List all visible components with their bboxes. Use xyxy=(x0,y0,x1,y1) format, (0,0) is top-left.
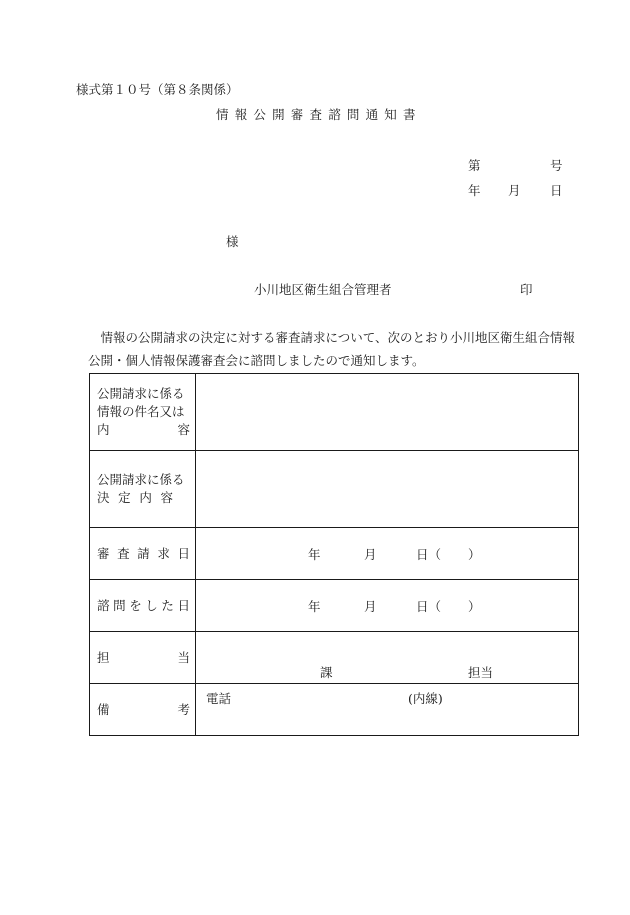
label-char: 決 xyxy=(97,490,110,505)
label-char: 求 xyxy=(157,545,170,561)
seal-mark: 印 xyxy=(520,282,533,297)
date-day-label: 日 xyxy=(550,183,563,198)
inquiry-date-label xyxy=(90,580,196,632)
label-char: 査 xyxy=(117,545,130,561)
label-char: 定 xyxy=(118,490,131,505)
person-label: 担当 xyxy=(468,664,494,680)
inquiry-weekday-close: ） xyxy=(468,598,481,614)
review-weekday-close: ） xyxy=(468,546,481,562)
date-year-label: 年 xyxy=(468,183,481,198)
label-char: 備 xyxy=(97,701,110,717)
label-char: 審 xyxy=(97,545,110,561)
notice-details-table xyxy=(89,373,579,736)
person-in-charge-value-cell[interactable] xyxy=(196,632,579,706)
label-char: 当 xyxy=(177,649,190,665)
review-day-label: 日（ xyxy=(416,546,442,562)
sender-name: 小川地区衛生組合管理者 xyxy=(254,282,392,297)
subject-label-line xyxy=(97,421,190,439)
label-char: 諮 xyxy=(97,597,110,613)
label-char: 日 xyxy=(177,545,190,561)
subject-label-line: 情報の件名又は xyxy=(97,404,185,419)
notice-body-text: 情報の公開請求の決定に対する審査請求について、次のとおり小川地区衛生組合情報公開・個人情報保護審査会に諮問しましたので通知します。 xyxy=(88,330,576,368)
addressee-honorific: 様 xyxy=(226,234,239,249)
number-prefix: 第 xyxy=(468,158,481,173)
review-date-row xyxy=(90,528,579,580)
document-title: 情報公開審査諮問通知書 xyxy=(216,107,422,122)
label-char: 容 xyxy=(177,422,190,437)
date-month-label: 月 xyxy=(508,183,521,198)
inquiry-year-label: 年 xyxy=(308,598,321,614)
review-date-label xyxy=(90,528,196,580)
decision-row xyxy=(90,451,579,528)
label-char: を xyxy=(129,597,142,613)
label-char: た xyxy=(161,597,174,613)
label-char: 問 xyxy=(113,597,126,613)
label-char: 請 xyxy=(137,545,150,561)
form-number-label: 様式第１０号（第８条関係） xyxy=(76,82,239,97)
phone-label: 電話 xyxy=(206,690,232,706)
label-char: 日 xyxy=(177,597,190,613)
remarks-label xyxy=(90,684,196,736)
label-char: 内 xyxy=(139,490,152,505)
extension-label: (内線) xyxy=(408,690,443,706)
review-date-value-cell[interactable] xyxy=(196,528,579,580)
inquiry-date-value-cell[interactable] xyxy=(196,580,579,632)
remarks-row xyxy=(90,684,579,736)
decision-label-line xyxy=(97,489,173,507)
inquiry-date-row xyxy=(90,580,579,632)
review-month-label: 月 xyxy=(364,546,377,562)
person-in-charge-label xyxy=(90,632,196,684)
label-char: 容 xyxy=(160,490,173,505)
label-char: 担 xyxy=(97,649,110,665)
review-year-label: 年 xyxy=(308,546,321,562)
inquiry-day-label: 日（ xyxy=(416,598,442,614)
subject-row xyxy=(90,374,579,451)
label-char: 考 xyxy=(177,701,190,717)
label-char: し xyxy=(145,597,158,613)
section-label: 課 xyxy=(320,664,333,680)
person-in-charge-row xyxy=(90,632,579,684)
remarks-value-cell[interactable] xyxy=(196,684,579,736)
label-char: 内 xyxy=(97,422,110,437)
decision-label xyxy=(90,451,196,528)
number-suffix: 号 xyxy=(550,158,563,173)
decision-label-line: 公開請求に係る xyxy=(97,472,185,487)
inquiry-month-label: 月 xyxy=(364,598,377,614)
subject-label xyxy=(90,374,196,451)
subject-value-cell[interactable] xyxy=(196,374,579,451)
subject-label-line: 公開請求に係る xyxy=(97,386,185,401)
decision-value-cell[interactable] xyxy=(196,451,579,528)
